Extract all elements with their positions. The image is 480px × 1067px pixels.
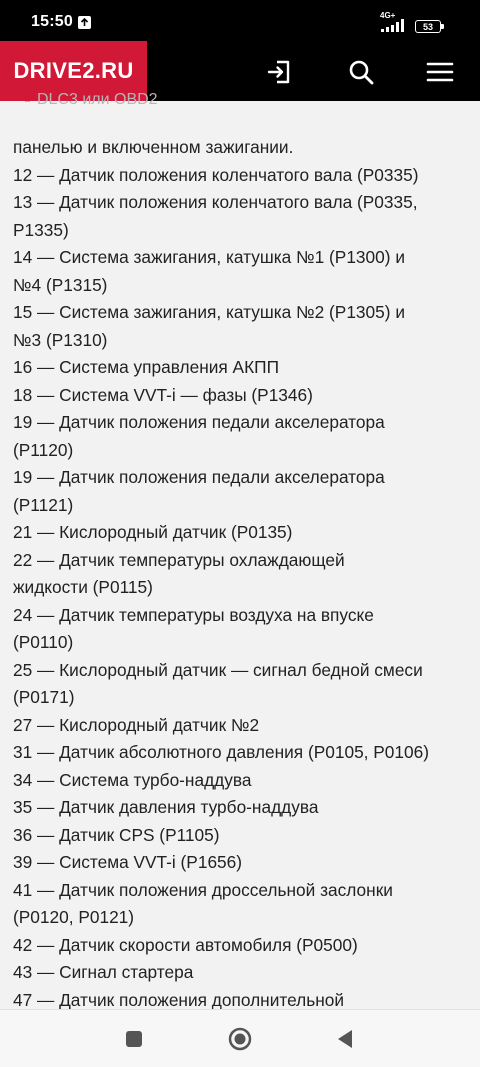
status-time: 15:50 — [31, 13, 73, 30]
list-line: 22 — Датчик температуры охлаждающей — [13, 549, 345, 570]
list-line: 36 — Датчик CPS (P1105) — [13, 824, 220, 845]
list-line: 42 — Датчик скорости автомобиля (P0500) — [13, 934, 358, 955]
list-line: 19 — Датчик положения педали акселератора — [13, 467, 385, 487]
list-line: 25 — Кислородный датчик — сигнал бедной смеси — [13, 659, 423, 680]
menu-icon[interactable] — [426, 58, 454, 86]
list-line: 18 — Система VVT-i — фазы (P1346) — [13, 384, 313, 405]
status-bar — [0, 0, 480, 41]
list-line: 35 — Датчик давления турбо-наддува — [13, 797, 319, 817]
login-icon[interactable] — [266, 58, 294, 86]
battery-level: 53 — [422, 21, 433, 32]
list-line: жидкости (P0115) — [13, 577, 153, 597]
list-line: P1335) — [13, 219, 69, 240]
system-nav-bar — [0, 1009, 480, 1067]
list-line: (P1120) — [13, 439, 74, 460]
network-type: 4G+ — [380, 11, 396, 20]
list-line: №3 (P1310) — [13, 329, 108, 350]
article-content — [0, 91, 480, 1010]
list-line: 15 — Система зажигания, катушка №2 (P1305) и — [13, 302, 405, 322]
list-line: 12 — Датчик положения коленчатого вала (P0335) — [13, 164, 419, 185]
list-line: 31 — Датчик абсолютного давления (P0105, P0106) — [13, 742, 430, 762]
list-line: (P1121) — [13, 494, 74, 515]
list-line: 13 — Датчик положения коленчатого вала (P0335, — [13, 192, 418, 212]
list-line: (P0110) — [13, 632, 74, 652]
signal-icon — [381, 19, 409, 33]
list-line: 39 — Система VVT-i (P1656) — [13, 852, 243, 872]
list-line: 19 — Датчик положения педали акселератора — [13, 412, 385, 432]
list-line: 41 — Датчик положения дроссельной заслонки — [13, 879, 393, 900]
list-line: 14 — Система зажигания, катушка №1 (P1300) и — [13, 247, 405, 267]
list-line: 47 — Датчик положения дополнительной — [13, 989, 345, 1010]
list-line: 16 — Система управления АКПП — [13, 357, 279, 377]
list-line: 34 — Система турбо-наддува — [13, 769, 252, 790]
upload-notification-icon — [78, 16, 91, 29]
list-bullet — [25, 101, 30, 102]
list-line: 27 — Кислородный датчик №2 — [13, 714, 260, 735]
list-line: (P0171) — [13, 687, 75, 707]
list-line: 21 — Кислородный датчик (P0135) — [13, 522, 293, 542]
code-list — [13, 134, 473, 1014]
list-line: 43 — Сигнал стартера — [13, 962, 194, 982]
recents-button[interactable] — [125, 1030, 143, 1048]
site-logo[interactable]: DRIVE2.RU — [0, 41, 147, 101]
list-line: (P0120, P0121) — [13, 907, 135, 927]
battery-tip — [441, 24, 444, 29]
cut-top-text: DLC3 или OBD2 — [37, 91, 158, 108]
list-line: 24 — Датчик температуры воздуха на впуске — [13, 604, 374, 625]
search-icon[interactable] — [347, 58, 375, 86]
back-button[interactable] — [336, 1029, 354, 1049]
home-button[interactable] — [228, 1027, 252, 1051]
list-line: №4 (P1315) — [13, 274, 108, 295]
battery-icon — [415, 20, 441, 33]
list-line: панелью и включенном зажигании. — [13, 137, 294, 157]
